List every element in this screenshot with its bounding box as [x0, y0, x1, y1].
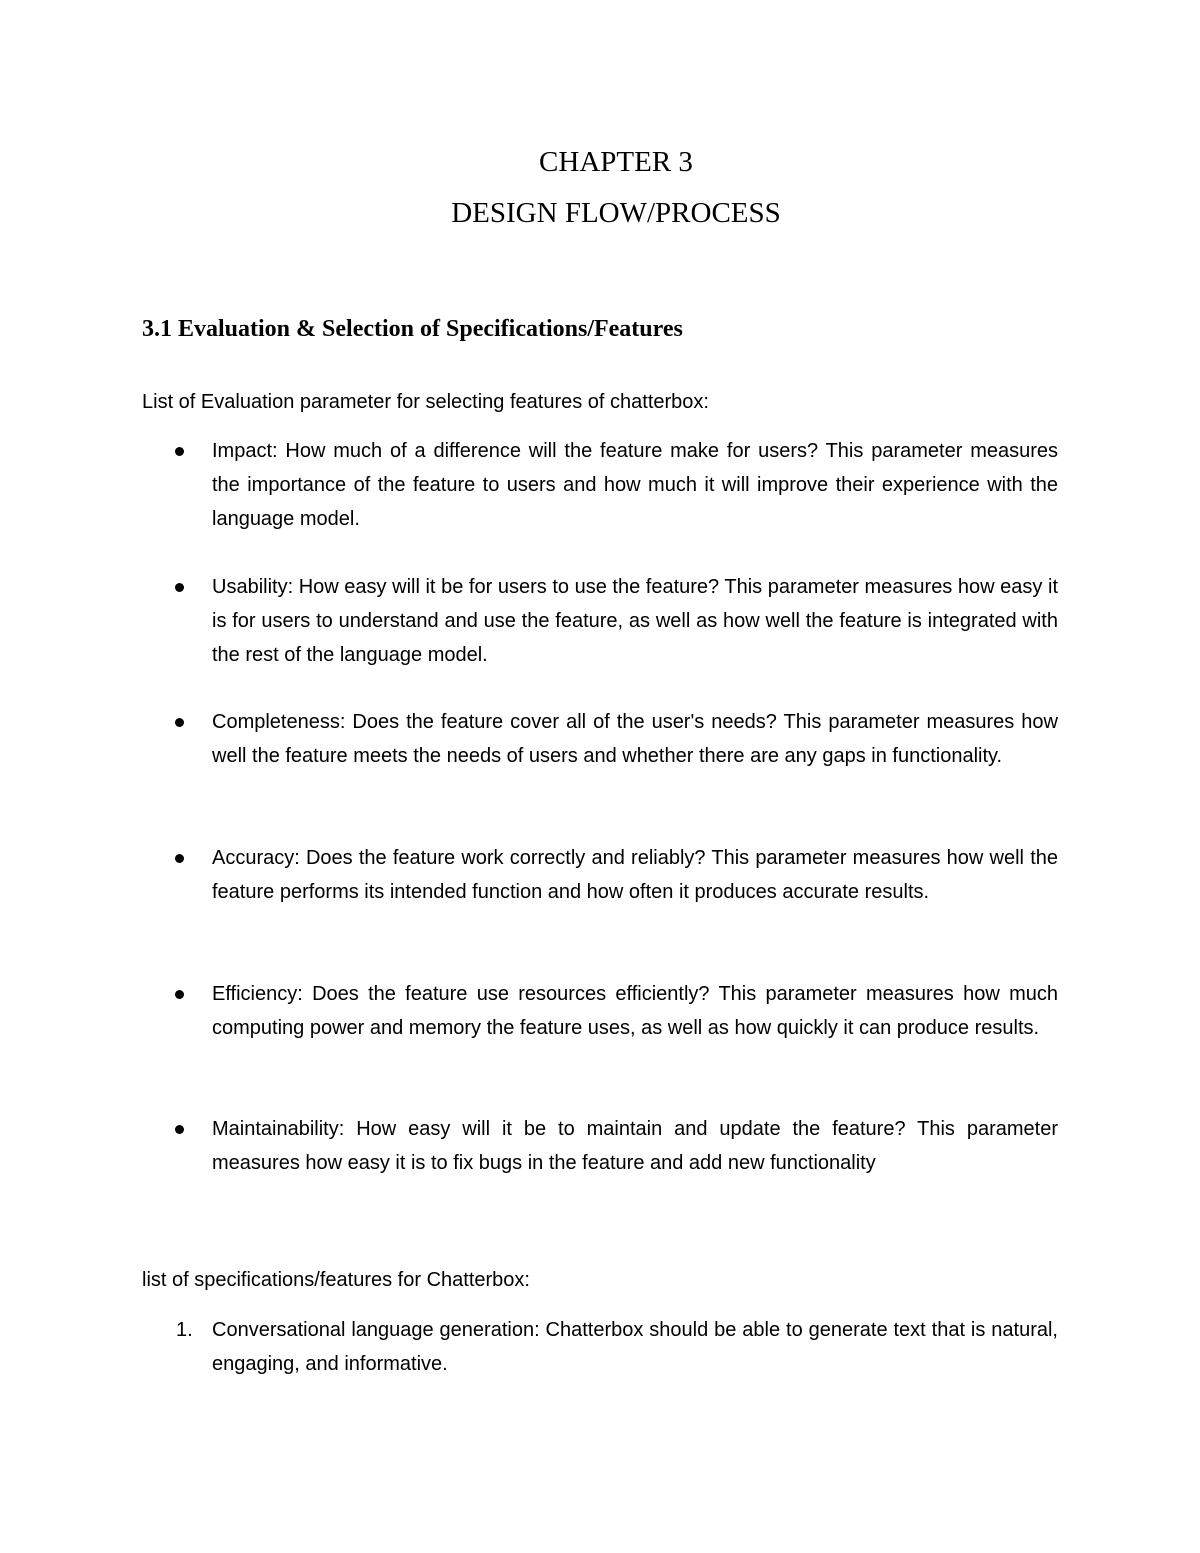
list-item-text: Maintainability: How easy will it be to maintain and update the feature? This parameter measures how easy it is to fix bugs in the feature and add new functionality [212, 1118, 1058, 1174]
evaluation-intro: List of Evaluation parameter for selecting features of chatterbox: [142, 391, 709, 413]
list-item-text: Accuracy: Does the feature work correctly and reliably? This parameter measures how well the feature performs its intended function and how often it produces accurate results. [212, 847, 1058, 903]
list-item [212, 841, 1058, 909]
chapter-number: CHAPTER 3 [539, 146, 693, 178]
bullet-icon [175, 1125, 184, 1134]
bullet-icon [175, 990, 184, 999]
chapter-title: DESIGN FLOW/PROCESS [451, 197, 781, 229]
list-item [212, 434, 1058, 536]
list-item [212, 570, 1058, 672]
list-item [212, 1112, 1058, 1180]
section-heading: 3.1 Evaluation & Selection of Specifications/Features [142, 316, 683, 342]
specifications-intro: list of specifications/features for Chatterbox: [142, 1269, 530, 1291]
list-item-text: Efficiency: Does the feature use resources efficiently? This parameter measures how much computing power and memory the feature uses, as well as how quickly it can produce results. [212, 983, 1058, 1039]
list-item-text: Conversational language generation: Chatterbox should be able to generate text that is natural, engaging, and informative. [212, 1319, 1058, 1375]
bullet-icon [175, 583, 184, 592]
list-item [212, 977, 1058, 1045]
bullet-icon [175, 718, 184, 727]
list-item-text: Completeness: Does the feature cover all of the user's needs? This parameter measures how well the feature meets the needs of users and whether there are any gaps in functionality. [212, 711, 1058, 767]
numbered-list-item [176, 1313, 1058, 1381]
list-item-text: Usability: How easy will it be for users to use the feature? This parameter measures how easy it is for users to understand and use the feature, as well as how well the feature is integrated with the rest of the language model. [212, 576, 1058, 666]
bullet-icon [175, 447, 184, 456]
bullet-icon [175, 854, 184, 863]
list-item [212, 705, 1058, 773]
list-number: 1. [176, 1319, 193, 1341]
list-item-text: Impact: How much of a difference will the feature make for users? This parameter measures the importance of the feature to users and how much it will improve their experience with the language model. [212, 440, 1058, 530]
